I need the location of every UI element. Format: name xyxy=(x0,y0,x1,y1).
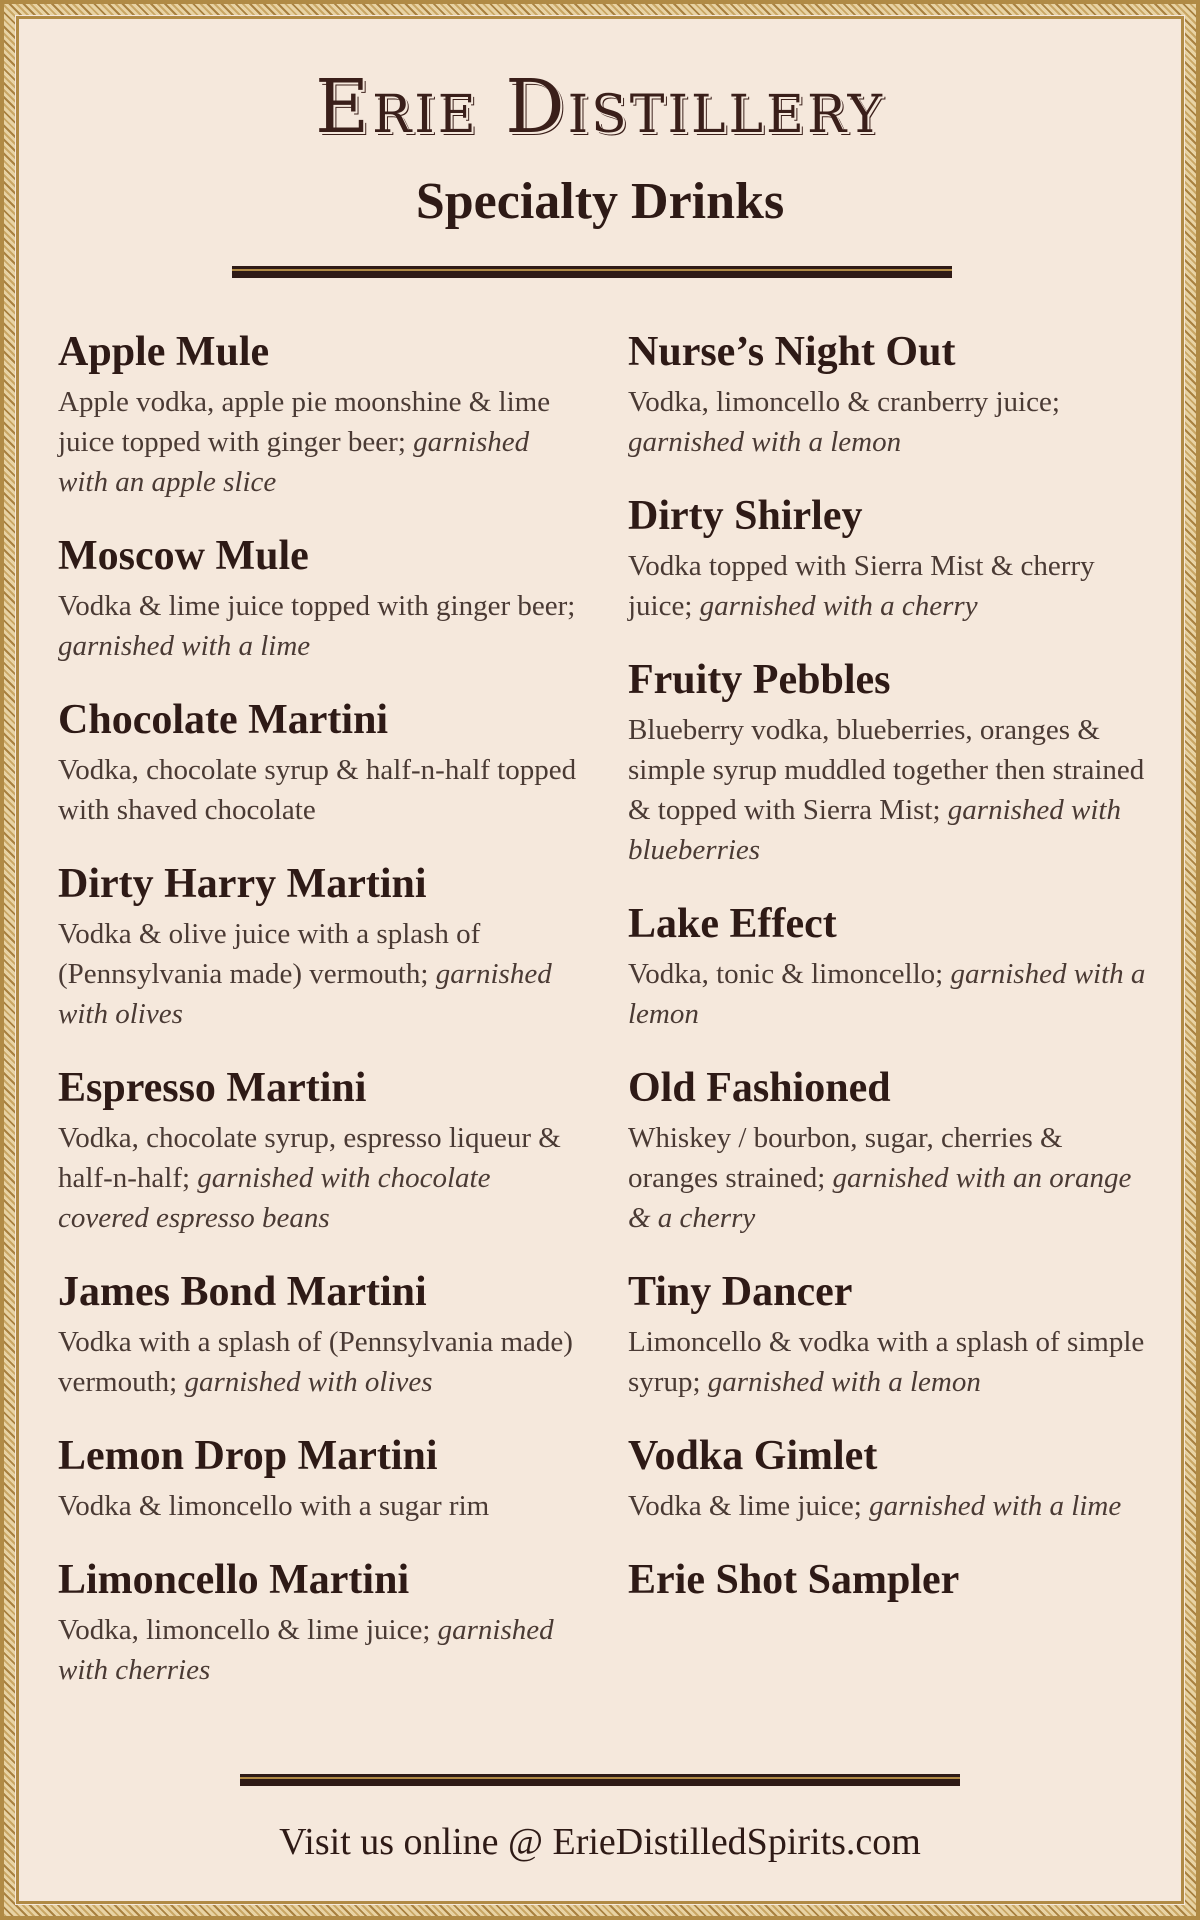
menu-item xyxy=(58,1556,578,1690)
drink-garnish: garnished with a lime xyxy=(58,630,311,662)
menu-item xyxy=(628,492,1148,626)
drink-name: Moscow Mule xyxy=(58,533,309,579)
drink-description: Vodka, limoncello & lime juice; garnished with cherries xyxy=(58,1614,554,1686)
menu-item xyxy=(628,328,1148,462)
drink-garnish: garnished with a lemon xyxy=(628,958,1146,1030)
drink-description: Vodka & lime juice; garnished with a lime xyxy=(628,1490,1122,1522)
drink-garnish: garnished with a lemon xyxy=(628,426,902,458)
drink-name: James Bond Martini xyxy=(58,1269,427,1315)
drink-name: Old Fashioned xyxy=(628,1065,891,1111)
drink-description: Vodka & limoncello with a sugar rim xyxy=(58,1490,490,1522)
menu-item xyxy=(628,900,1148,1034)
menu-item xyxy=(628,656,1148,870)
menu-item xyxy=(58,328,578,502)
drink-name: Nurse’s Night Out xyxy=(628,329,956,375)
drink-description: Limoncello & vodka with a splash of simple syrup; garnished with a lemon xyxy=(628,1326,1145,1398)
menu-subtitle: Specialty Drinks xyxy=(415,173,785,230)
drink-garnish: garnished with a lime xyxy=(869,1490,1122,1522)
menu-item xyxy=(58,1064,578,1238)
drink-name: Apple Mule xyxy=(58,329,270,375)
drink-name: Dirty Shirley xyxy=(628,493,863,539)
website-link: Visit us online @ ErieDistilledSpirits.com xyxy=(279,1821,921,1863)
drink-name: Limoncello Martini xyxy=(58,1557,410,1603)
drink-garnish: garnished with a cherry xyxy=(699,590,978,622)
drink-description: Vodka & lime juice topped with ginger beer; garnished with a lime xyxy=(58,590,576,662)
drink-name: Tiny Dancer xyxy=(628,1269,853,1315)
drink-description: Vodka, chocolate syrup & half-n-half topped with shaved chocolate xyxy=(58,754,577,826)
drink-description: Apple vodka, apple pie moonshine & lime juice topped with ginger beer; garnished with an apple slice xyxy=(58,386,551,498)
drink-garnish: garnished with a lemon xyxy=(707,1366,981,1398)
drink-garnish: garnished with an apple slice xyxy=(58,426,530,498)
menu-item xyxy=(58,860,578,1034)
drink-description: Blueberry vodka, blueberries, oranges & simple syrup muddled together then strained & topped with Sierra Mist; garnished with blueberries xyxy=(628,714,1145,866)
menu-column-left xyxy=(58,328,578,1720)
menu-item xyxy=(628,1432,1148,1526)
drink-garnish: garnished with an orange & a cherry xyxy=(628,1162,1132,1234)
drink-description: Vodka, limoncello & cranberry juice; garnished with a lemon xyxy=(628,386,1060,458)
drink-name: Chocolate Martini xyxy=(58,697,389,743)
drink-garnish: garnished with olives xyxy=(58,958,552,1030)
drink-name: Dirty Harry Martini xyxy=(58,861,427,907)
drink-description: Vodka with a splash of (Pennsylvania made) vermouth; garnished with olives xyxy=(58,1326,573,1398)
brand-title: Erie Distillery xyxy=(315,64,885,150)
drink-name: Vodka Gimlet xyxy=(628,1433,878,1479)
drink-description: Vodka, chocolate syrup, espresso liqueur & half-n-half; garnished with chocolate covered espresso beans xyxy=(58,1122,561,1234)
divider-top xyxy=(232,266,952,278)
menu-item xyxy=(628,1268,1148,1402)
drink-description: Whiskey / bourbon, sugar, cherries & oranges strained; garnished with an orange & a cherry xyxy=(628,1122,1132,1234)
drink-name: Lemon Drop Martini xyxy=(58,1433,438,1479)
menu-item xyxy=(58,1268,578,1402)
menu-header xyxy=(0,62,1200,232)
drink-description: Vodka, tonic & limoncello; garnished with a lemon xyxy=(628,958,1146,1030)
drink-garnish: garnished with cherries xyxy=(58,1614,554,1686)
drink-garnish: garnished with blueberries xyxy=(628,794,1121,866)
menu-item xyxy=(58,696,578,830)
menu-column-right xyxy=(628,328,1148,1634)
menu-item xyxy=(58,532,578,666)
menu-item xyxy=(58,1432,578,1526)
drink-name: Lake Effect xyxy=(628,901,837,947)
drink-garnish: garnished with olives xyxy=(184,1366,433,1398)
menu-item xyxy=(628,1064,1148,1238)
menu-item xyxy=(628,1556,1148,1604)
drink-garnish: garnished with chocolate covered espresso beans xyxy=(58,1162,491,1234)
divider-bottom xyxy=(240,1774,960,1786)
drink-name: Espresso Martini xyxy=(58,1065,367,1111)
drink-description: Vodka & olive juice with a splash of (Pennsylvania made) vermouth; garnished with olives xyxy=(58,918,552,1030)
drink-name: Erie Shot Sampler xyxy=(628,1557,960,1603)
drink-name: Fruity Pebbles xyxy=(628,657,891,703)
drink-description: Vodka topped with Sierra Mist & cherry juice; garnished with a cherry xyxy=(628,550,1095,622)
